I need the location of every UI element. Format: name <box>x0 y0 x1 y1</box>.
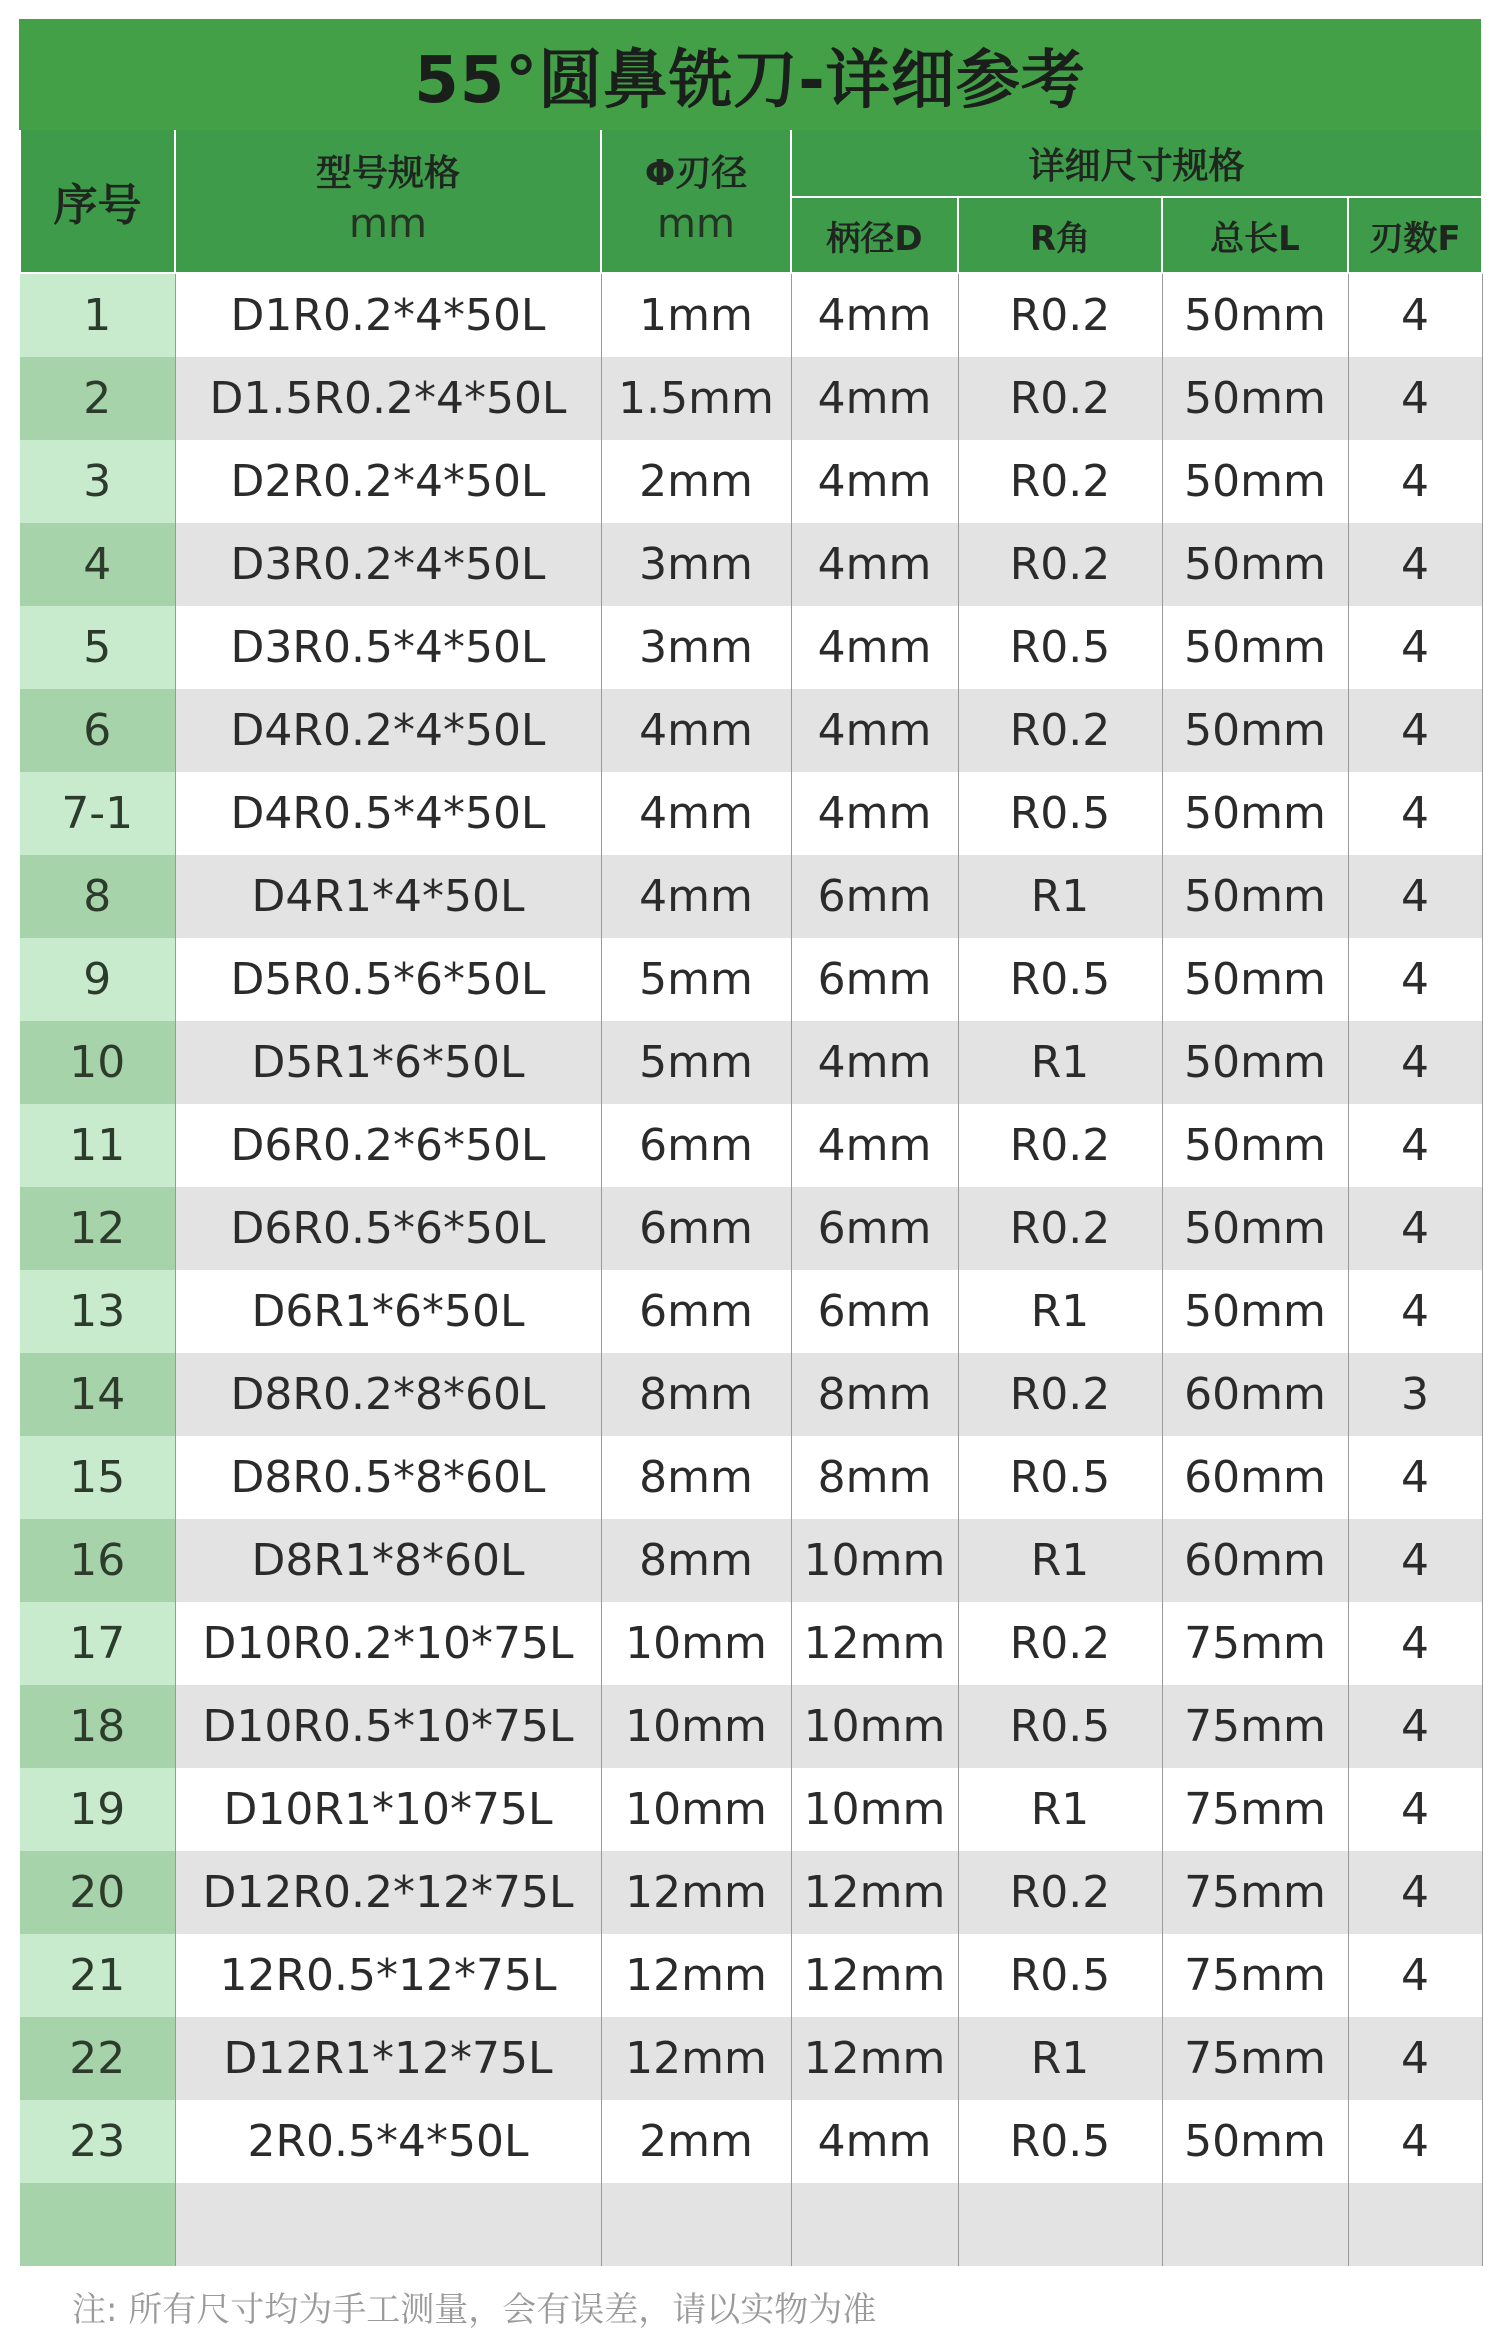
cell-r-angle: R0.2 <box>958 1104 1162 1187</box>
cell-r-angle: R0.5 <box>958 1934 1162 2017</box>
cell-r-angle: R0.2 <box>958 357 1162 440</box>
cell-flutes: 4 <box>1348 357 1482 440</box>
cell-length: 50mm <box>1162 1187 1348 1270</box>
cell-shank: 6mm <box>791 855 958 938</box>
cell-r-angle: R1 <box>958 1768 1162 1851</box>
spec-sheet <box>19 19 1481 2266</box>
cell-flutes: 4 <box>1348 1768 1482 1851</box>
cell-r-angle: R1 <box>958 1021 1162 1104</box>
cell-r-angle: R0.2 <box>958 273 1162 357</box>
table-row <box>20 772 1482 855</box>
cell-shank: 4mm <box>791 689 958 772</box>
cell-diameter: 10mm <box>601 1685 791 1768</box>
cell-shank: 4mm <box>791 440 958 523</box>
cell-model: D8R0.5*8*60L <box>175 1436 601 1519</box>
cell-flutes: 4 <box>1348 772 1482 855</box>
cell-r-angle: R0.5 <box>958 1436 1162 1519</box>
cell-r-angle: R0.5 <box>958 606 1162 689</box>
table-body <box>20 273 1482 2266</box>
cell-shank: 6mm <box>791 1187 958 1270</box>
cell-no: 12 <box>20 1187 175 1270</box>
cell-model: D6R0.5*6*50L <box>175 1187 601 1270</box>
cell-no: 3 <box>20 440 175 523</box>
cell-no: 11 <box>20 1104 175 1187</box>
cell-no: 15 <box>20 1436 175 1519</box>
cell-shank: 4mm <box>791 772 958 855</box>
cell-shank: 4mm <box>791 2100 958 2183</box>
cell-flutes: 4 <box>1348 689 1482 772</box>
cell-r-angle: R1 <box>958 2017 1162 2100</box>
cell-shank: 6mm <box>791 938 958 1021</box>
empty-cell <box>958 2183 1162 2266</box>
cell-r-angle: R0.2 <box>958 1187 1162 1270</box>
table-row <box>20 273 1482 357</box>
cell-shank: 10mm <box>791 1519 958 1602</box>
table-row <box>20 938 1482 1021</box>
table-title: 55°圆鼻铣刀-详细参考 <box>19 19 1481 130</box>
cell-no: 20 <box>20 1851 175 1934</box>
empty-cell <box>175 2183 601 2266</box>
cell-r-angle: R0.5 <box>958 772 1162 855</box>
cell-length: 75mm <box>1162 1768 1348 1851</box>
cell-shank: 4mm <box>791 1104 958 1187</box>
cell-flutes: 4 <box>1348 1685 1482 1768</box>
empty-cell <box>20 2183 175 2266</box>
cell-length: 60mm <box>1162 1436 1348 1519</box>
table-row <box>20 1851 1482 1934</box>
cell-length: 50mm <box>1162 606 1348 689</box>
header-flutes: 刃数F <box>1348 197 1482 273</box>
table-row <box>20 1519 1482 1602</box>
table-row <box>20 1187 1482 1270</box>
cell-flutes: 4 <box>1348 1021 1482 1104</box>
cell-diameter: 6mm <box>601 1270 791 1353</box>
cell-no: 4 <box>20 523 175 606</box>
cell-r-angle: R0.2 <box>958 689 1162 772</box>
cell-length: 50mm <box>1162 938 1348 1021</box>
cell-diameter: 4mm <box>601 855 791 938</box>
cell-length: 50mm <box>1162 440 1348 523</box>
table-row <box>20 1602 1482 1685</box>
cell-flutes: 3 <box>1348 1353 1482 1436</box>
cell-model: D6R1*6*50L <box>175 1270 601 1353</box>
cell-model: D1R0.2*4*50L <box>175 273 601 357</box>
cell-diameter: 4mm <box>601 772 791 855</box>
footnote: 注: 所有尺寸均为手工测量，会有误差，请以实物为准 <box>72 2290 877 2330</box>
cell-model: D4R1*4*50L <box>175 855 601 938</box>
cell-no: 7-1 <box>20 772 175 855</box>
cell-flutes: 4 <box>1348 1851 1482 1934</box>
empty-row <box>20 2183 1482 2266</box>
cell-diameter: 2mm <box>601 440 791 523</box>
cell-r-angle: R0.5 <box>958 938 1162 1021</box>
cell-diameter: 3mm <box>601 606 791 689</box>
cell-diameter: 8mm <box>601 1436 791 1519</box>
cell-no: 5 <box>20 606 175 689</box>
cell-diameter: 12mm <box>601 1851 791 1934</box>
cell-r-angle: R0.5 <box>958 1685 1162 1768</box>
header-length: 总长L <box>1162 197 1348 273</box>
header-model-label: 型号规格 <box>315 153 460 194</box>
cell-no: 8 <box>20 855 175 938</box>
cell-diameter: 10mm <box>601 1602 791 1685</box>
cell-no: 22 <box>20 2017 175 2100</box>
cell-r-angle: R1 <box>958 1270 1162 1353</box>
cell-model: D4R0.5*4*50L <box>175 772 601 855</box>
cell-flutes: 4 <box>1348 1436 1482 1519</box>
cell-flutes: 4 <box>1348 855 1482 938</box>
header-shank: 柄径D <box>791 197 958 273</box>
cell-diameter: 10mm <box>601 1768 791 1851</box>
empty-cell <box>1162 2183 1348 2266</box>
cell-shank: 6mm <box>791 1270 958 1353</box>
cell-shank: 4mm <box>791 273 958 357</box>
cell-shank: 10mm <box>791 1768 958 1851</box>
cell-length: 50mm <box>1162 855 1348 938</box>
cell-shank: 4mm <box>791 1021 958 1104</box>
cell-flutes: 4 <box>1348 1602 1482 1685</box>
table-header <box>20 130 1482 273</box>
header-diameter-unit: mm <box>657 201 735 247</box>
cell-diameter: 6mm <box>601 1187 791 1270</box>
cell-diameter: 1mm <box>601 273 791 357</box>
cell-length: 60mm <box>1162 1519 1348 1602</box>
cell-model: D4R0.2*4*50L <box>175 689 601 772</box>
table-row <box>20 1934 1482 2017</box>
cell-length: 50mm <box>1162 273 1348 357</box>
cell-length: 50mm <box>1162 523 1348 606</box>
cell-no: 23 <box>20 2100 175 2183</box>
cell-length: 50mm <box>1162 689 1348 772</box>
cell-model: D10R1*10*75L <box>175 1768 601 1851</box>
cell-shank: 8mm <box>791 1436 958 1519</box>
cell-diameter: 4mm <box>601 689 791 772</box>
cell-model: D5R0.5*6*50L <box>175 938 601 1021</box>
cell-model: D10R0.5*10*75L <box>175 1685 601 1768</box>
spec-table <box>19 130 1483 2266</box>
cell-r-angle: R0.2 <box>958 1602 1162 1685</box>
header-detail-group: 详细尺寸规格 <box>791 130 1482 197</box>
cell-length: 75mm <box>1162 1602 1348 1685</box>
cell-r-angle: R0.2 <box>958 1353 1162 1436</box>
cell-shank: 4mm <box>791 606 958 689</box>
cell-no: 1 <box>20 273 175 357</box>
cell-no: 6 <box>20 689 175 772</box>
cell-r-angle: R0.5 <box>958 2100 1162 2183</box>
cell-model: D5R1*6*50L <box>175 1021 601 1104</box>
header-model <box>175 130 601 273</box>
cell-length: 75mm <box>1162 2017 1348 2100</box>
header-diameter <box>601 130 791 273</box>
cell-length: 50mm <box>1162 1104 1348 1187</box>
cell-diameter: 6mm <box>601 1104 791 1187</box>
header-no: 序号 <box>20 130 175 273</box>
cell-diameter: 8mm <box>601 1519 791 1602</box>
cell-length: 50mm <box>1162 2100 1348 2183</box>
cell-r-angle: R0.2 <box>958 1851 1162 1934</box>
cell-model: D2R0.2*4*50L <box>175 440 601 523</box>
cell-length: 50mm <box>1162 357 1348 440</box>
table-row <box>20 357 1482 440</box>
cell-no: 2 <box>20 357 175 440</box>
cell-flutes: 4 <box>1348 523 1482 606</box>
table-row <box>20 689 1482 772</box>
cell-model: D8R1*8*60L <box>175 1519 601 1602</box>
table-row <box>20 523 1482 606</box>
cell-no: 10 <box>20 1021 175 1104</box>
table-row <box>20 1685 1482 1768</box>
table-row <box>20 1270 1482 1353</box>
cell-r-angle: R1 <box>958 855 1162 938</box>
cell-shank: 4mm <box>791 523 958 606</box>
cell-diameter: 8mm <box>601 1353 791 1436</box>
cell-model: D8R0.2*8*60L <box>175 1353 601 1436</box>
cell-shank: 12mm <box>791 1934 958 2017</box>
cell-no: 19 <box>20 1768 175 1851</box>
cell-r-angle: R1 <box>958 1519 1162 1602</box>
cell-flutes: 4 <box>1348 273 1482 357</box>
cell-model: 2R0.5*4*50L <box>175 2100 601 2183</box>
cell-length: 75mm <box>1162 1851 1348 1934</box>
cell-r-angle: R0.2 <box>958 523 1162 606</box>
cell-shank: 12mm <box>791 1851 958 1934</box>
cell-flutes: 4 <box>1348 1270 1482 1353</box>
cell-no: 9 <box>20 938 175 1021</box>
cell-flutes: 4 <box>1348 1934 1482 2017</box>
cell-no: 18 <box>20 1685 175 1768</box>
cell-no: 13 <box>20 1270 175 1353</box>
cell-no: 21 <box>20 1934 175 2017</box>
cell-flutes: 4 <box>1348 2017 1482 2100</box>
cell-flutes: 4 <box>1348 938 1482 1021</box>
table-row <box>20 1436 1482 1519</box>
cell-length: 60mm <box>1162 1353 1348 1436</box>
cell-model: D10R0.2*10*75L <box>175 1602 601 1685</box>
cell-flutes: 4 <box>1348 1187 1482 1270</box>
cell-no: 14 <box>20 1353 175 1436</box>
cell-model: 12R0.5*12*75L <box>175 1934 601 2017</box>
empty-cell <box>1348 2183 1482 2266</box>
table-row <box>20 1353 1482 1436</box>
cell-length: 75mm <box>1162 1685 1348 1768</box>
cell-diameter: 5mm <box>601 938 791 1021</box>
cell-diameter: 2mm <box>601 2100 791 2183</box>
cell-length: 50mm <box>1162 1021 1348 1104</box>
cell-model: D6R0.2*6*50L <box>175 1104 601 1187</box>
header-model-unit: mm <box>349 201 427 247</box>
empty-cell <box>601 2183 791 2266</box>
cell-model: D12R1*12*75L <box>175 2017 601 2100</box>
cell-diameter: 3mm <box>601 523 791 606</box>
cell-length: 50mm <box>1162 772 1348 855</box>
header-r-angle: R角 <box>958 197 1162 273</box>
empty-cell <box>791 2183 958 2266</box>
cell-model: D12R0.2*12*75L <box>175 1851 601 1934</box>
cell-model: D3R0.2*4*50L <box>175 523 601 606</box>
cell-r-angle: R0.2 <box>958 440 1162 523</box>
cell-shank: 12mm <box>791 1602 958 1685</box>
cell-flutes: 4 <box>1348 1519 1482 1602</box>
table-row <box>20 1768 1482 1851</box>
cell-no: 17 <box>20 1602 175 1685</box>
table-row <box>20 1104 1482 1187</box>
cell-shank: 12mm <box>791 2017 958 2100</box>
cell-shank: 8mm <box>791 1353 958 1436</box>
cell-shank: 4mm <box>791 357 958 440</box>
cell-diameter: 12mm <box>601 2017 791 2100</box>
header-diameter-label: Φ刃径 <box>644 153 748 194</box>
cell-length: 50mm <box>1162 1270 1348 1353</box>
cell-diameter: 5mm <box>601 1021 791 1104</box>
cell-diameter: 12mm <box>601 1934 791 2017</box>
cell-model: D1.5R0.2*4*50L <box>175 357 601 440</box>
table-row <box>20 440 1482 523</box>
table-row <box>20 1021 1482 1104</box>
table-row <box>20 855 1482 938</box>
cell-model: D3R0.5*4*50L <box>175 606 601 689</box>
cell-flutes: 4 <box>1348 2100 1482 2183</box>
table-row <box>20 2100 1482 2183</box>
cell-flutes: 4 <box>1348 606 1482 689</box>
cell-shank: 10mm <box>791 1685 958 1768</box>
cell-no: 16 <box>20 1519 175 1602</box>
table-row <box>20 2017 1482 2100</box>
cell-flutes: 4 <box>1348 1104 1482 1187</box>
cell-diameter: 1.5mm <box>601 357 791 440</box>
cell-flutes: 4 <box>1348 440 1482 523</box>
cell-length: 75mm <box>1162 1934 1348 2017</box>
table-row <box>20 606 1482 689</box>
